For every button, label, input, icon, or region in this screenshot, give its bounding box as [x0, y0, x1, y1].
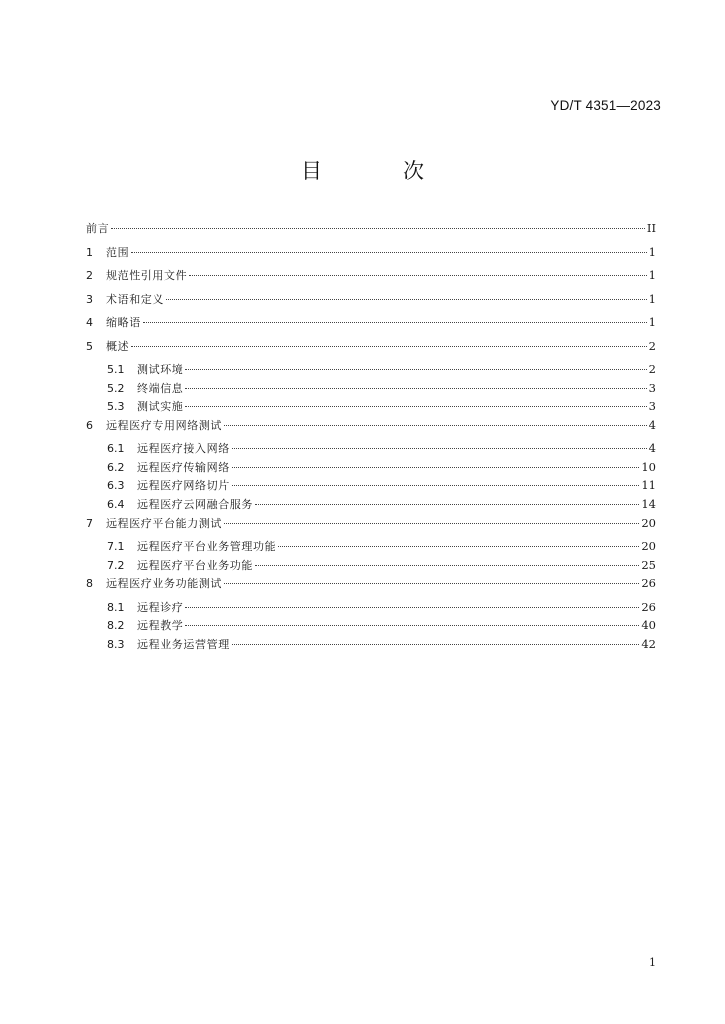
toc-entry-number: 5.3	[107, 400, 125, 414]
toc-subsection-entry[interactable]	[86, 600, 656, 619]
toc-subsection-entry[interactable]	[86, 497, 656, 516]
toc-page-number: 25	[641, 557, 656, 572]
toc-entry-title: 概述	[106, 339, 130, 353]
toc-dot-leader	[185, 406, 646, 407]
toc-subsection-entry[interactable]	[86, 399, 656, 418]
toc-section-entry[interactable]	[86, 418, 656, 442]
toc-page-number: 1	[648, 268, 656, 282]
toc-entry-title: 规范性引用文件	[106, 269, 188, 282]
toc-dot-leader	[255, 565, 639, 566]
toc-page-number: 10	[641, 459, 656, 474]
toc-dot-leader	[185, 607, 639, 608]
toc-section-entry[interactable]	[86, 516, 656, 540]
toc-entry-title: 远程医疗专用网络测试	[106, 418, 222, 432]
toc-dot-leader	[143, 322, 647, 323]
toc-section-entry[interactable]	[86, 292, 656, 316]
toc-entry-number: 6.3	[107, 479, 125, 493]
toc-dot-leader	[185, 369, 646, 370]
toc-subsection-entry[interactable]	[86, 362, 656, 381]
toc-page-number: 1	[648, 291, 656, 306]
toc-entry-title: 远程医疗平台业务功能	[137, 558, 253, 572]
toc-dot-leader	[131, 252, 646, 253]
toc-page-number: 40	[641, 618, 656, 633]
toc-subsection-entry[interactable]	[86, 460, 656, 479]
toc-page-number: 2	[648, 338, 656, 353]
toc-dot-leader	[224, 523, 639, 524]
toc-page-number: II	[646, 221, 656, 235]
toc-page-number: 11	[641, 478, 656, 493]
toc-entry-title: 远程医疗云网融合服务	[137, 498, 253, 512]
toc-entry-title: 远程医疗传输网络	[137, 460, 230, 474]
toc-dot-leader	[185, 388, 646, 389]
toc-page-number: 3	[648, 380, 656, 395]
toc-page-number: 20	[641, 539, 656, 554]
toc-entry-number: 5.1	[107, 363, 125, 376]
toc-section-entry[interactable]	[86, 315, 656, 339]
toc-subsection-entry[interactable]	[86, 558, 656, 577]
toc-section-entry[interactable]	[86, 268, 656, 292]
toc-section-entry[interactable]	[86, 221, 656, 245]
toc-page-number: 3	[648, 399, 656, 414]
toc-section-entry[interactable]	[86, 245, 656, 269]
toc-dot-leader	[232, 448, 647, 449]
toc-dot-leader	[189, 275, 646, 276]
toc-section-entry[interactable]	[86, 576, 656, 600]
toc-dot-leader	[278, 546, 639, 547]
standard-code: YD/T 4351—2023	[550, 98, 661, 113]
toc-entry-title: 远程业务运营管理	[137, 638, 230, 652]
toc-entry-number: 6.1	[107, 442, 125, 456]
toc-entry-title: 远程医疗网络切片	[137, 479, 230, 493]
toc-entry-number: 7	[86, 516, 93, 530]
toc-entry-number: 7.1	[107, 540, 125, 554]
page-number: 1	[649, 956, 656, 969]
toc-page-number: 1	[648, 244, 656, 259]
toc-dot-leader	[232, 467, 640, 468]
toc-entry-title: 测试环境	[137, 363, 184, 376]
toc-entry-title: 远程诊疗	[137, 600, 184, 614]
toc-entry-title: 远程医疗平台业务管理功能	[137, 540, 277, 554]
toc-subsection-entry[interactable]	[86, 441, 656, 460]
toc-page-number: 1	[648, 315, 656, 329]
toc-entry-number: 8	[86, 577, 93, 591]
toc-entry-title: 远程医疗接入网络	[137, 442, 230, 456]
toc-entry-number: 8.2	[107, 619, 125, 633]
toc-dot-leader	[255, 504, 639, 505]
toc-entry-number: 3	[86, 292, 93, 306]
toc-page-number: 14	[641, 497, 656, 512]
toc-entry-title: 缩略语	[106, 316, 141, 329]
toc-page-number: 20	[641, 515, 656, 530]
toc-entry-title: 远程教学	[137, 619, 184, 633]
toc-page-number: 4	[648, 441, 656, 456]
toc-subsection-entry[interactable]	[86, 478, 656, 497]
toc-subsection-entry[interactable]	[86, 618, 656, 637]
toc-dot-leader	[185, 625, 639, 626]
toc-entry-number: 6	[86, 418, 93, 432]
toc-subsection-entry[interactable]	[86, 539, 656, 558]
toc-entry-number: 7.2	[107, 558, 125, 572]
toc-page-number: 42	[641, 637, 656, 652]
toc-dot-leader	[232, 644, 640, 645]
toc-entry-title: 测试实施	[137, 400, 184, 414]
toc-dot-leader	[111, 228, 645, 229]
toc-page-number: 2	[648, 362, 656, 376]
toc-section-entry[interactable]	[86, 339, 656, 363]
toc-dot-leader	[224, 425, 647, 426]
toc-subsection-entry[interactable]	[86, 381, 656, 400]
toc-dot-leader	[224, 583, 639, 584]
toc-entry-number: 6.2	[107, 460, 125, 474]
toc-entry-number: 1	[86, 245, 93, 259]
toc-entry-number: 4	[86, 316, 93, 329]
toc-entry-title: 术语和定义	[106, 292, 164, 306]
table-of-contents	[86, 221, 656, 656]
toc-entry-title: 终端信息	[137, 381, 184, 395]
toc-dot-leader	[131, 346, 646, 347]
toc-page-number: 26	[641, 576, 656, 591]
toc-entry-number: 8.3	[107, 638, 125, 652]
toc-entry-number: 6.4	[107, 498, 125, 512]
toc-entry-number: 5	[86, 339, 93, 353]
toc-dot-leader	[232, 485, 640, 486]
toc-dot-leader	[166, 299, 647, 300]
toc-entry-number: 2	[86, 269, 93, 282]
toc-page-number: 26	[641, 599, 656, 614]
toc-entry-title: 远程医疗业务功能测试	[106, 577, 222, 591]
page-title: 目 次	[301, 159, 454, 183]
toc-entry-title: 范围	[106, 245, 130, 259]
toc-page-number: 4	[648, 417, 656, 432]
toc-entry-title: 远程医疗平台能力测试	[106, 516, 222, 530]
toc-entry-title: 前言	[86, 222, 110, 235]
toc-entry-number: 8.1	[107, 600, 125, 614]
toc-subsection-entry[interactable]	[86, 637, 656, 656]
toc-entry-number: 5.2	[107, 381, 125, 395]
